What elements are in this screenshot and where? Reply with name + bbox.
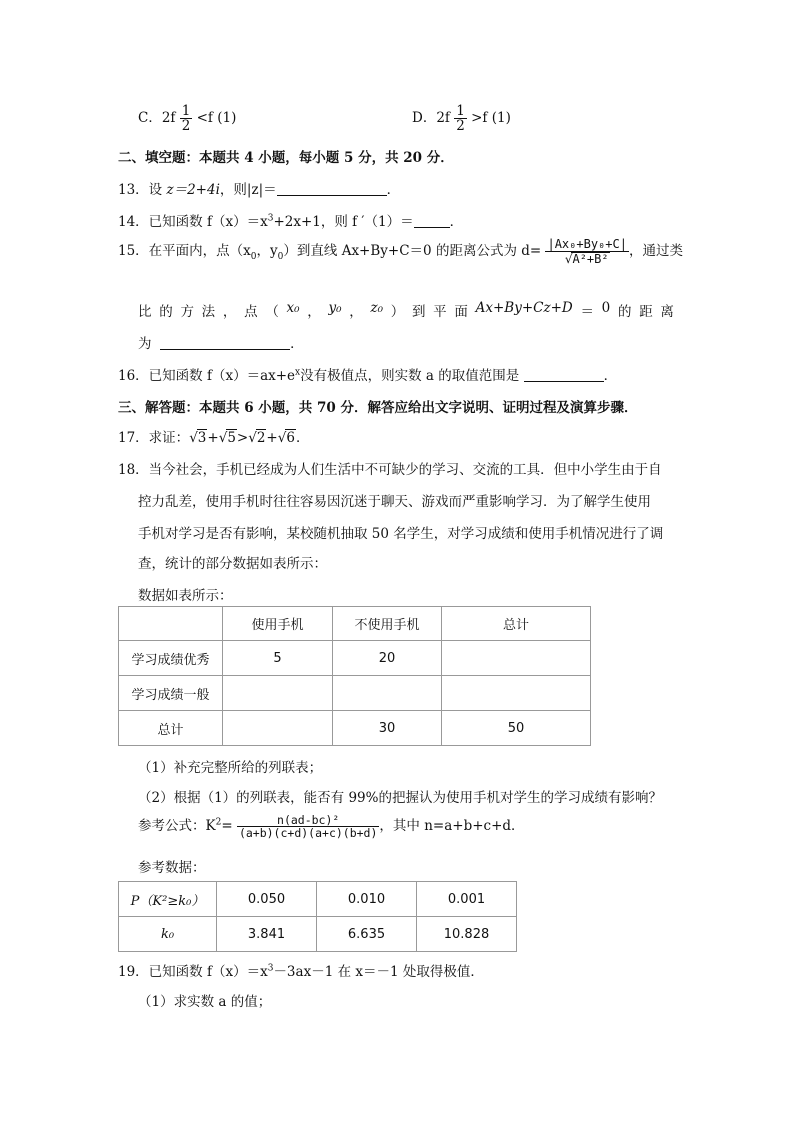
option-d-rest: >f (1) <box>471 110 511 127</box>
q15-word: Ax+By+Cz+D <box>475 300 573 316</box>
table-row <box>119 711 591 746</box>
q19-text: 19．已知函数 f（x）＝x <box>118 964 268 980</box>
table-row <box>119 882 517 917</box>
table-cell: 0.001 <box>417 882 517 917</box>
table-row <box>119 607 591 641</box>
reference-formula <box>138 814 525 839</box>
q15-word: 方 <box>180 304 194 320</box>
ref-label: 参考公式：K <box>138 818 216 835</box>
q15-word: 距 <box>639 304 653 320</box>
q14-text2: +2x+1，则 f ′（1）＝ <box>273 214 414 230</box>
sqrt-3: 3 <box>197 430 207 446</box>
formula-denominator: (a+b)(c+d)(a+c)(b+d) <box>238 826 378 841</box>
question-19 <box>118 960 484 980</box>
question-18-line4: 查，统计的部分数据如表所示： <box>138 556 327 572</box>
ref-sup: 2 <box>215 817 222 828</box>
table-header-cell <box>119 607 223 641</box>
q14-text: 14．已知函数 f（x）＝x <box>118 214 268 230</box>
q15-word: x₀ <box>286 300 300 316</box>
gt-sign: > <box>236 430 249 446</box>
question-19-sub1: （1）求实数 a 的值； <box>138 994 272 1010</box>
question-16 <box>118 364 617 384</box>
q15-word: ， <box>307 304 321 320</box>
reference-data-label: 参考数据： <box>138 860 206 876</box>
q15-word: 点 <box>244 304 258 320</box>
table-cell: 学习成绩一般 <box>119 676 223 711</box>
q15-word: 的 <box>159 304 173 320</box>
q14-end: ． <box>449 214 464 230</box>
q15-word: z₀ <box>370 300 384 316</box>
table-row <box>119 641 591 676</box>
table-cell: 20 <box>333 641 442 676</box>
option-c-rest: <f (1) <box>196 110 237 127</box>
answer-blank <box>524 381 604 382</box>
table-header-cell: 使用手机 <box>223 607 333 641</box>
q16-text2: 没有极值点，则实数 a 的取值范围是 <box>300 368 520 384</box>
table-cell: 学习成绩优秀 <box>119 641 223 676</box>
q14-sup: 3 <box>267 213 274 224</box>
q15-word: 法 <box>201 304 216 320</box>
table-cell: 50 <box>442 711 591 746</box>
table-cell <box>223 711 333 746</box>
table-header-cell: 不使用手机 <box>333 607 442 641</box>
fraction-half-c: $\frac{1}{2}$ <box>181 103 191 135</box>
q15-word: 面 <box>454 304 468 320</box>
fraction-half-d: $\frac{1}{2}$ <box>456 103 465 135</box>
table-cell <box>333 676 442 711</box>
q15-word: ， <box>349 304 363 320</box>
q15-word: y₀ <box>328 300 342 316</box>
q15-text-a: 15．在平面内，点（x <box>118 243 251 260</box>
q15-text-c: ）到直线 Ax+By+C＝0 的距离公式为 d= <box>283 243 542 260</box>
q13-prefix: 13．设 <box>118 182 167 198</box>
option-c <box>138 104 236 133</box>
q16-text: 16．已知函数 f（x）＝ax+e <box>118 368 296 384</box>
q16-sup: x <box>295 367 301 378</box>
sqrt-6: 6 <box>286 430 295 446</box>
plus-sign: + <box>266 430 278 446</box>
chi-square-formula <box>237 814 379 839</box>
sqrt-2: 2 <box>256 430 266 446</box>
contingency-table <box>118 606 591 746</box>
table-cell <box>223 676 333 711</box>
section-2-title: 二、填空题：本题共 4 小题，每小题 5 分，共 20 分． <box>118 150 454 166</box>
q13-text: ，则|z|＝ <box>219 182 277 198</box>
critical-value-table <box>118 881 517 952</box>
q17-end: ． <box>295 430 310 446</box>
table-cell: P（K²≥k₀） <box>119 882 217 917</box>
question-18-sub1: （1）补充完整所给的列联表； <box>138 760 323 776</box>
sqrt-5: 5 <box>227 430 236 446</box>
table-cell: 10.828 <box>417 917 517 952</box>
table-cell: 0.050 <box>217 882 317 917</box>
q13-end: ． <box>386 182 401 198</box>
q16-end: ． <box>603 368 618 384</box>
table-cell <box>442 676 591 711</box>
q15-line3-end: ． <box>290 336 304 352</box>
formula-denominator: √A²+B² <box>564 251 609 266</box>
q13-expr: z＝2+4i <box>166 182 220 198</box>
table-row <box>119 917 517 952</box>
section-3-title: 三、解答题：本题共 6 小题，共 70 分．解答应给出文字说明、证明过程及演算步骤． <box>118 400 638 416</box>
q15-word: ） <box>390 304 405 320</box>
q15-word: （ <box>265 304 279 320</box>
question-15-line1: 15．在平面内，点（$x_0$，$y_0$）到直线 Ax+By+C＝0 的距离公式为 d= $\frac{\text{|Ax₀+By₀+C|}}{\text{√A²+B²}}$ ，通过类 <box>118 237 683 266</box>
plus-sign: + <box>207 430 219 446</box>
question-14 <box>118 210 463 230</box>
ref-tail: ，其中 n=a+b+c+d． <box>379 818 525 835</box>
q15-word: ， <box>222 304 237 320</box>
question-13 <box>118 178 400 198</box>
q15-word: 离 <box>660 304 674 320</box>
distance-formula <box>545 238 628 265</box>
question-15-line2 <box>138 300 674 320</box>
q15-word: 的 <box>617 304 632 320</box>
q19-sup: 3 <box>267 963 274 974</box>
ref-eq: = <box>221 818 233 835</box>
formula-numerator: n(ad-bc)² <box>237 814 379 827</box>
q15-line3-text: 为 <box>138 336 152 352</box>
option-d-label: D．2f <box>412 110 450 127</box>
answer-blank <box>160 349 290 350</box>
question-17: 17．求证：√3+√5>√2+√6． <box>118 430 310 446</box>
q19-text2: －3ax－1 在 x＝－1 处取得极值． <box>273 964 484 980</box>
q17-prefix: 17．求证： <box>118 430 190 446</box>
option-d <box>412 104 511 133</box>
table-cell: 0.010 <box>317 882 417 917</box>
question-18-line1: 18．当今社会，手机已经成为人们生活中不可缺少的学习、交流的工具．但中小学生由于自 <box>118 462 662 478</box>
question-15-line3 <box>138 332 304 352</box>
answer-blank <box>277 195 387 196</box>
table-cell: k₀ <box>119 917 217 952</box>
table-cell: 总计 <box>119 711 223 746</box>
table-cell: 5 <box>223 641 333 676</box>
question-18-sub2: （2）根据（1）的列联表，能否有 99%的把握认为使用手机对学生的学习成绩有影响？ <box>138 790 662 806</box>
table-cell: 30 <box>333 711 442 746</box>
q15-word: 0 <box>601 300 611 316</box>
table-header-cell: 总计 <box>442 607 591 641</box>
q15-word: 比 <box>138 304 152 320</box>
question-18-line5: 数据如表所示： <box>138 588 233 604</box>
answer-blank <box>414 227 450 228</box>
q15-text-b: ，y <box>256 243 278 260</box>
formula-numerator: |Ax₀+By₀+C| <box>547 237 627 251</box>
table-row <box>119 676 591 711</box>
q15-word: 到 <box>411 304 426 320</box>
question-18-line2: 控力乱差，使用手机时往往容易因沉迷于聊天、游戏而严重影响学习．为了解学生使用 <box>138 494 651 510</box>
table-cell <box>442 641 591 676</box>
q15-word: ＝ <box>580 304 594 320</box>
q15-word: 平 <box>433 304 447 320</box>
question-18-line3: 手机对学习是否有影响，某校随机抽取 50 名学生，对学习成绩和使用手机情况进行了调 <box>138 526 664 542</box>
option-c-label: C．2f <box>138 110 176 127</box>
table-cell: 3.841 <box>217 917 317 952</box>
q15-text-end: ，通过类 <box>628 243 683 260</box>
table-cell: 6.635 <box>317 917 417 952</box>
